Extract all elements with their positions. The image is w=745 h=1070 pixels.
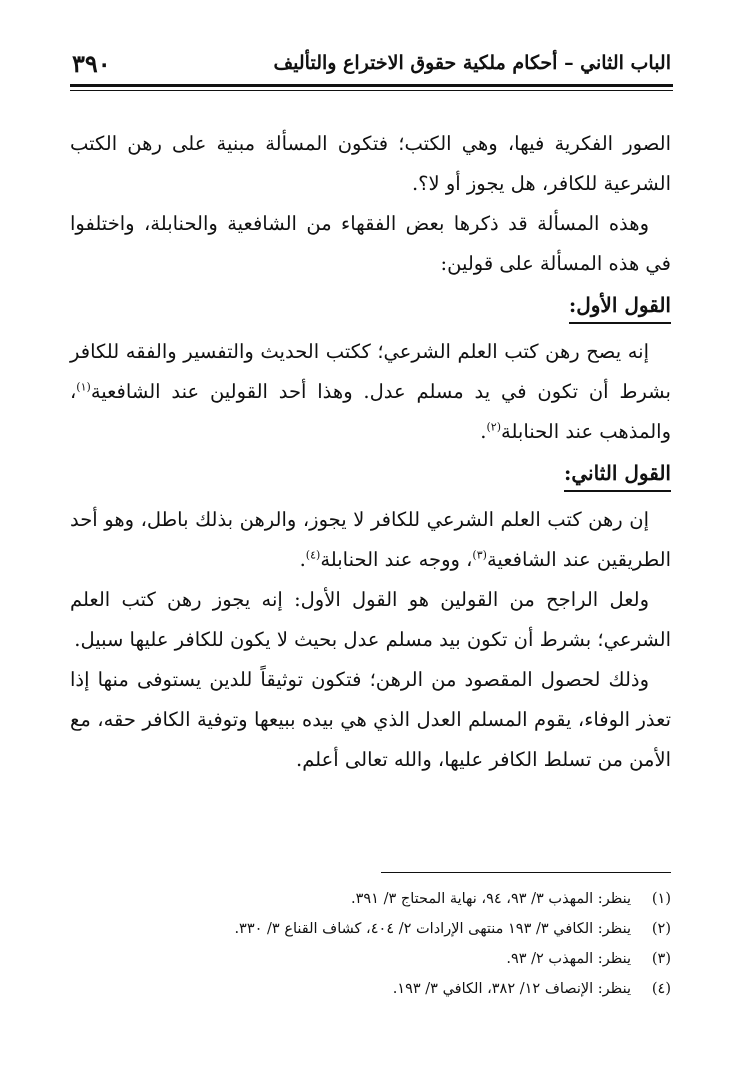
paragraph-3-text-a: إنه يصح رهن كتب العلم الشرعي؛ ككتب الحديث والتفسير والفقه للكافر بشرط أن تكون في يد مسلم عدل. وهذا أحد القولين عند الشافعية (70, 340, 671, 403)
running-header (72, 46, 671, 80)
footnotes (70, 884, 671, 1004)
footnote-text: ينظر: الكافي ٣/ ١٩٣ منتهى الإرادات ٢/ ٤٠٤، كشاف القناع ٣/ ٣٣٠. (234, 921, 631, 937)
header-title: الباب الثاني – أحكام ملكية حقوق الاختراع والتأليف (273, 52, 671, 74)
section-heading-first-opinion: القول الأول: (569, 288, 671, 324)
footnote-item (70, 884, 671, 914)
header-rule-thick (70, 84, 673, 87)
footnote-ref-1[interactable]: (١) (76, 380, 91, 394)
heading-wrap-1 (70, 284, 671, 332)
paragraph-3 (70, 332, 671, 452)
footnote-text: ينظر: المهذب ٢/ ٩٣. (506, 951, 631, 967)
header-rule-thin (70, 90, 673, 91)
footnote-ref-3[interactable]: (٣) (472, 548, 487, 562)
footnote-number: (٣) (651, 951, 671, 967)
paragraph-3-text-b: ، والمذهب عند الحنابلة (70, 380, 671, 443)
paragraph-4-text-b: ، ووجه عند الحنابلة (320, 548, 473, 571)
footnote-number: (١) (651, 891, 671, 907)
body-text (70, 124, 671, 780)
paragraph-4-text-a: إن رهن كتب العلم الشرعي للكافر لا يجوز، والرهن بذلك باطل، وهو أحد الطريقين عند الشافعية (70, 508, 671, 571)
footnote-number: (٤) (651, 981, 671, 997)
footnote-number: (٢) (651, 921, 671, 937)
page-number: ٣٩٠ (72, 48, 111, 78)
footnote-separator (381, 872, 671, 873)
footnote-text: ينظر: الإنصاف ١٢/ ٣٨٢، الكافي ٣/ ١٩٣. (392, 981, 631, 997)
paragraph-3-text-c: . (480, 420, 487, 443)
heading-wrap-2 (70, 452, 671, 500)
section-heading-second-opinion: القول الثاني: (564, 456, 671, 492)
footnote-text: ينظر: المهذب ٣/ ٩٣، ٩٤، نهاية المحتاج ٣/ ٣٩١. (350, 891, 631, 907)
footnote-item (70, 944, 671, 974)
paragraph-2: وهذه المسألة قد ذكرها بعض الفقهاء من الشافعية والحنابلة، واختلفوا في هذه المسألة على قولين: (70, 212, 671, 275)
footnote-item (70, 974, 671, 1004)
paragraph-5: ولعل الراجح من القولين هو القول الأول: إنه يجوز رهن كتب العلم الشرعي؛ بشرط أن تكون بيد مسلم عدل بحيث لا يكون للكافر عليها سبيل. (70, 588, 671, 651)
footnote-ref-4[interactable]: (٤) (305, 548, 321, 562)
paragraph-6: وذلك لحصول المقصود من الرهن؛ فتكون توثيقاً للدين يستوفى منها إذا تعذر الوفاء، يقوم المسلم العدل الذي هي بيده ببيعها وتوفية الكافر حقه، مع الأمن من تسلط الكافر عليها، والله تعالى أعلم. (70, 668, 671, 771)
paragraph-4-text-c: . (299, 548, 306, 571)
footnote-item (70, 914, 671, 944)
footnote-ref-2[interactable]: (٢) (486, 420, 502, 434)
paragraph-4 (70, 500, 671, 580)
paragraph-1: الصور الفكرية فيها، وهي الكتب؛ فتكون المسألة مبنية على رهن الكتب الشرعية للكافر، هل يجوز أو لا؟. (70, 132, 671, 195)
